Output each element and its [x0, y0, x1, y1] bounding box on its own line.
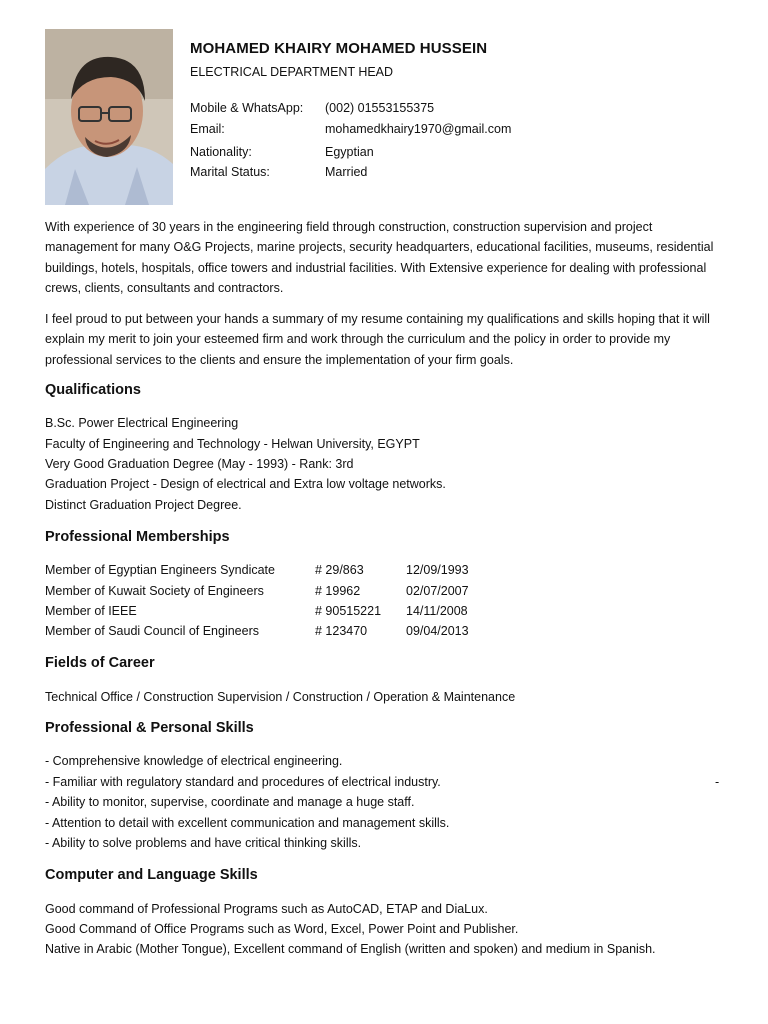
mobile-label: Mobile & WhatsApp: [190, 101, 304, 115]
membership-number: # 19962 [315, 584, 361, 598]
summary-paragraph-2: I feel proud to put between your hands a summary of my resume containing my qualifications and skills hoping that it will explain my merit to join your esteemed firm and work through the curriculum and the policy in order to provide my professional services to the clients and ensure the implementation of your firm goals. [45, 312, 710, 367]
memberships-heading: Professional Memberships [45, 529, 230, 545]
profile-photo [45, 29, 173, 205]
skill-item: - Familiar with regulatory standard and procedures of electrical industry. [45, 775, 441, 789]
skill-item: - Comprehensive knowledge of electrical engineering. [45, 754, 343, 768]
email-value[interactable]: mohamedkhairy1970@gmail.com [325, 122, 512, 136]
skill-item: - Ability to monitor, supervise, coordinate and manage a huge staff. [45, 795, 415, 809]
computer-skills-heading: Computer and Language Skills [45, 867, 258, 883]
skill-item: - Ability to solve problems and have critical thinking skills. [45, 836, 362, 850]
nationality-label: Nationality: [190, 145, 252, 159]
membership-org: Member of Egyptian Engineers Syndicate [45, 563, 275, 577]
computer-skill-item: Good Command of Office Programs such as Word, Excel, Power Point and Publisher. [45, 922, 519, 936]
membership-number: # 123470 [315, 624, 368, 638]
mobile-value: (002) 01553155375 [325, 101, 435, 115]
membership-date: 02/07/2007 [406, 584, 469, 598]
email-label: Email: [190, 122, 225, 136]
portrait-image [45, 29, 173, 205]
marital-status-value: Married [325, 165, 368, 179]
membership-date: 14/11/2008 [406, 604, 468, 618]
qualifications-heading: Qualifications [45, 382, 141, 398]
membership-date: 09/04/2013 [406, 624, 469, 638]
qualification-item: Very Good Graduation Degree (May - 1993) - Rank: 3rd [45, 457, 354, 471]
qualification-item: B.Sc. Power Electrical Engineering [45, 416, 239, 430]
computer-skill-item: Good command of Professional Programs such as AutoCAD, ETAP and DiaLux. [45, 902, 488, 916]
career-heading: Fields of Career [45, 655, 155, 671]
qualification-item: Distinct Graduation Project Degree. [45, 498, 242, 512]
stray-dash: - [715, 775, 720, 789]
job-title: ELECTRICAL DEPARTMENT HEAD [190, 65, 394, 79]
career-text: Technical Office / Construction Supervision / Construction / Operation & Maintenance [45, 690, 516, 704]
membership-date: 12/09/1993 [406, 563, 469, 577]
membership-org: Member of IEEE [45, 604, 137, 618]
computer-skill-item: Native in Arabic (Mother Tongue), Excellent command of English (written and spoken) and medium in Spanish. [45, 942, 656, 956]
membership-org: Member of Kuwait Society of Engineers [45, 584, 264, 598]
marital-status-label: Marital Status: [190, 165, 270, 179]
membership-org: Member of Saudi Council of Engineers [45, 624, 260, 638]
membership-number: # 29/863 [315, 563, 364, 577]
qualification-item: Graduation Project - Design of electrical and Extra low voltage networks. [45, 477, 446, 491]
skills-heading: Professional & Personal Skills [45, 720, 254, 736]
nationality-value: Egyptian [325, 145, 374, 159]
summary-paragraph-1: With experience of 30 years in the engineering field through construction, construction supervision and project management for many O&G Projects, marine projects, security headquarters, educational facilities, museums, residential buildings, hotels, hospitals, office towers and industrial facilities. With Extensive experience for dealing with professional crews, clients, consultants and contractors. [45, 220, 714, 296]
candidate-name: MOHAMED KHAIRY MOHAMED HUSSEIN [190, 40, 488, 57]
qualification-item: Faculty of Engineering and Technology - Helwan University, EGYPT [45, 437, 420, 451]
skill-item: - Attention to detail with excellent communication and management skills. [45, 816, 450, 830]
membership-number: # 90515221 [315, 604, 382, 618]
